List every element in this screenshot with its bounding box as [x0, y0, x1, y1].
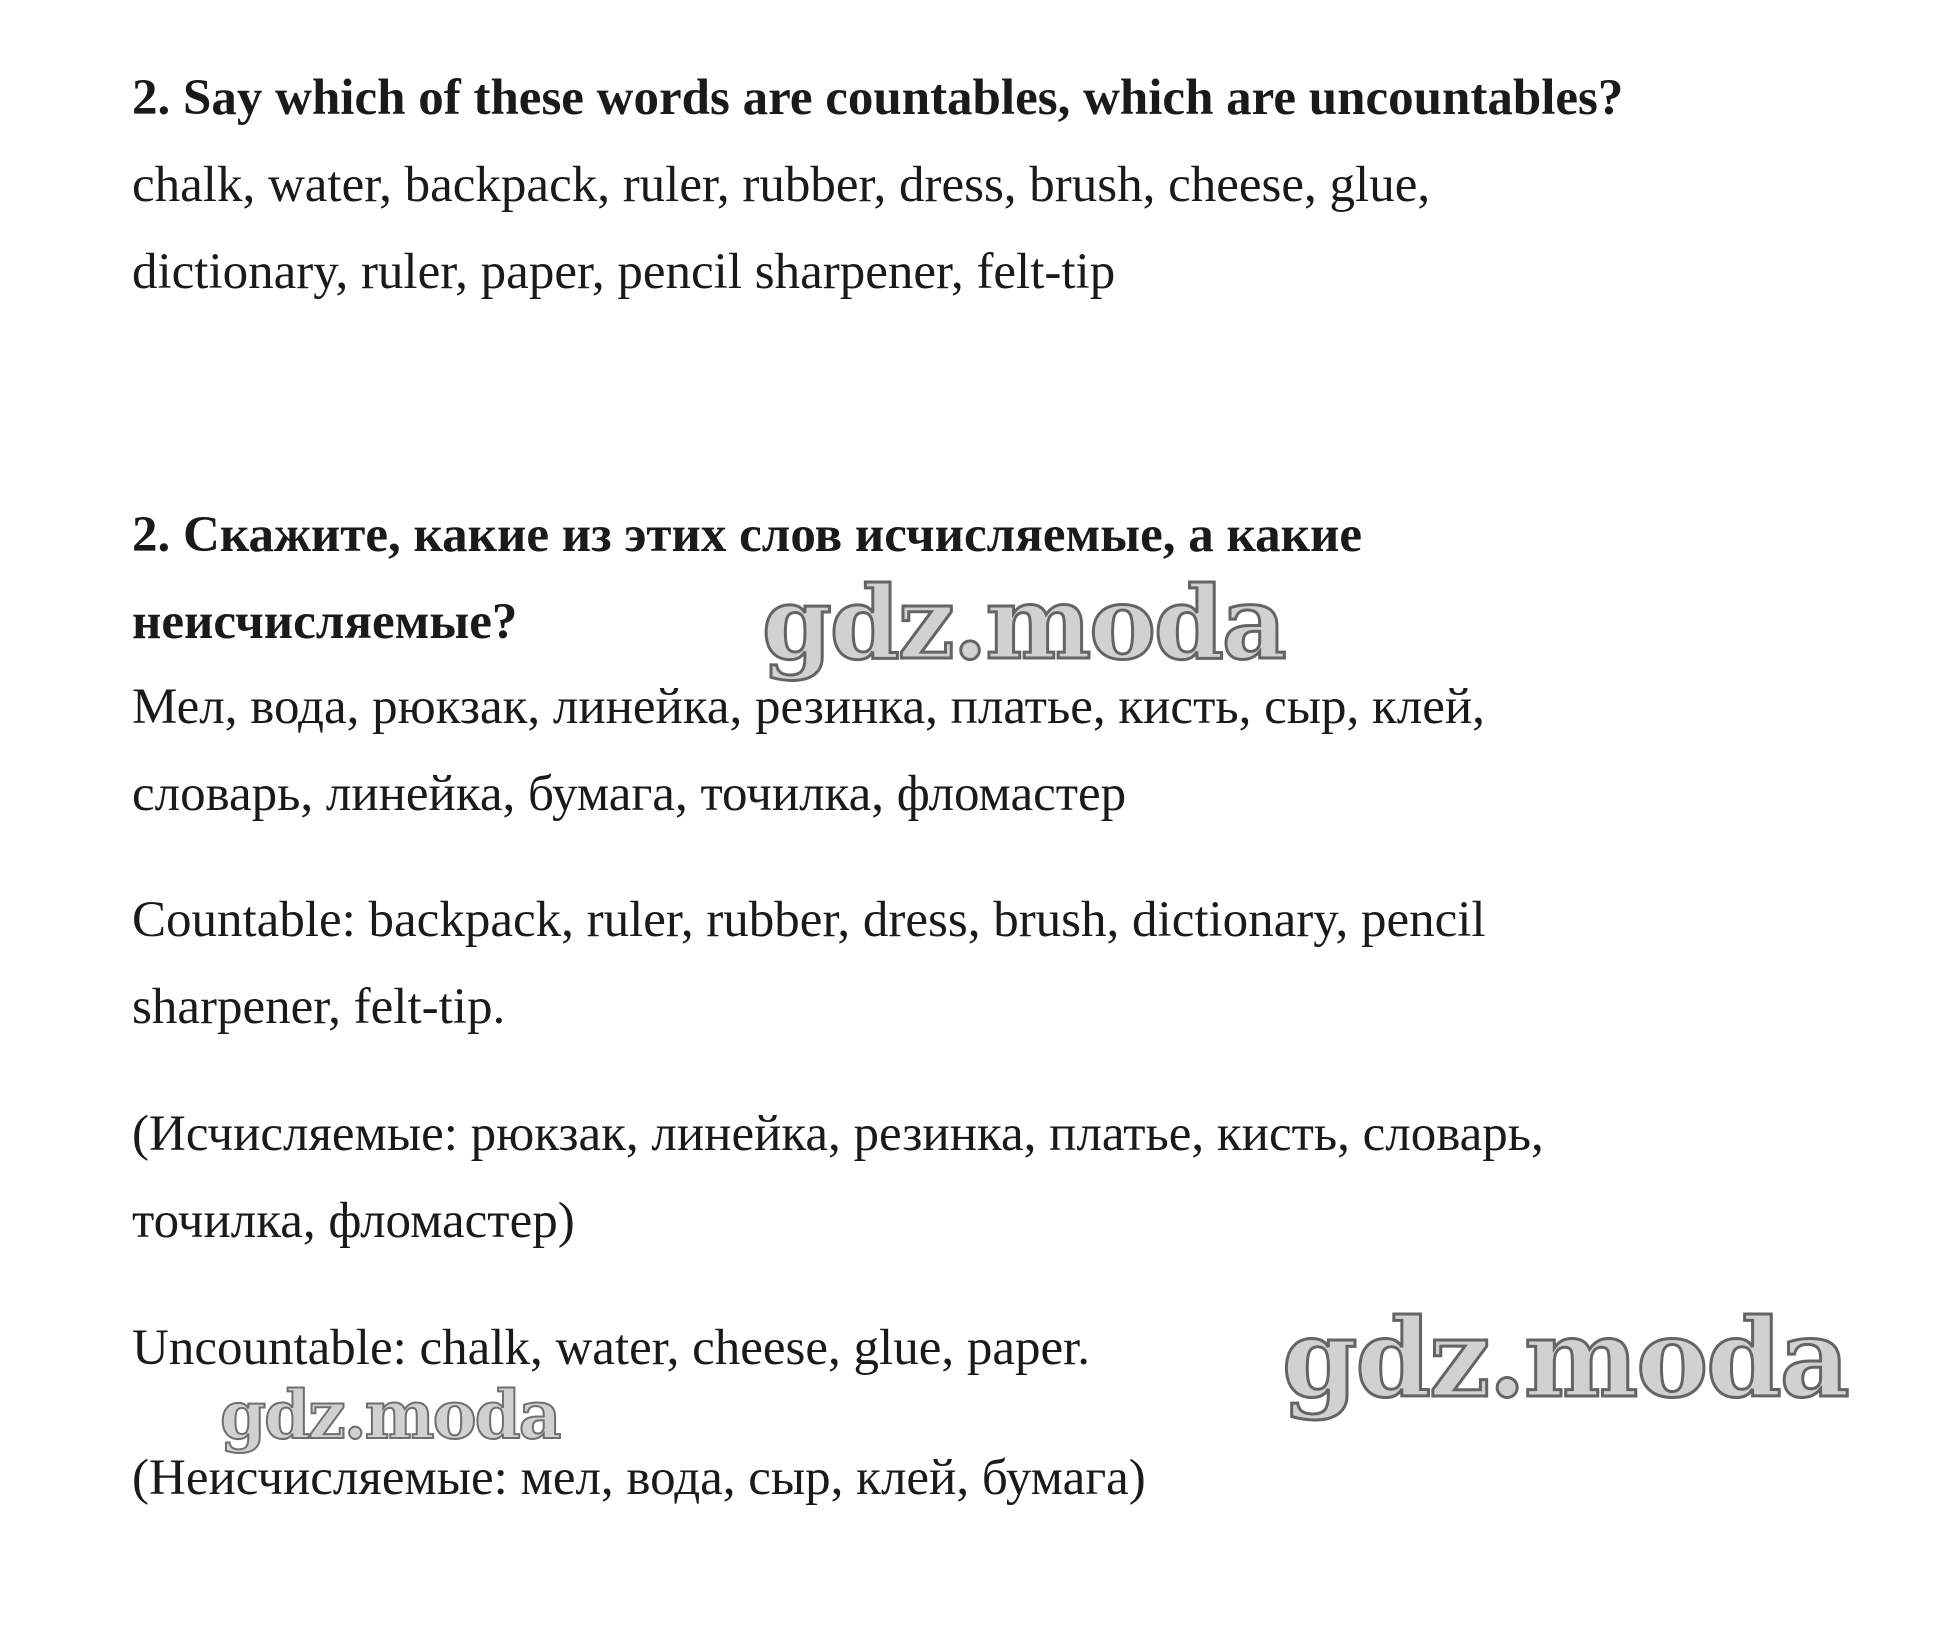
answer-countable-ru-line2: точилка, фломастер) [132, 1193, 575, 1249]
answer-countable-line2: sharpener, felt-tip. [132, 979, 506, 1035]
watermark-logo: gdz.moda [220, 1376, 560, 1454]
answer-countable-ru-line1: (Исчисляемые: рюкзак, линейка, резинка, платье, кисть, словарь, [132, 1106, 1544, 1162]
exercise-heading-en: 2. Say which of these words are countables, which are uncountables? [132, 70, 1624, 126]
watermark-logo: gdz.moda [762, 564, 1285, 682]
exercise-heading-ru-line1: 2. Скажите, какие из этих слов исчисляемые, а какие [132, 507, 1362, 563]
exercise-words-en-line2: dictionary, ruler, paper, pencil sharpener, felt-tip [132, 244, 1116, 300]
exercise-words-en-line1: chalk, water, backpack, ruler, rubber, dress, brush, cheese, glue, [132, 157, 1431, 213]
exercise-words-ru-line2: словарь, линейка, бумага, точилка, фломастер [132, 766, 1127, 822]
answer-uncountable-ru: (Неисчисляемые: мел, вода, сыр, клей, бумага) [132, 1450, 1146, 1506]
exercise-words-ru-line1: Мел, вода, рюкзак, линейка, резинка, платье, кисть, сыр, клей, [132, 679, 1485, 735]
answer-countable-line1: Countable: backpack, ruler, rubber, dress, brush, dictionary, pencil [132, 892, 1486, 948]
watermark-logo: gdz.moda [1282, 1296, 1848, 1422]
exercise-heading-ru-line2: неисчисляемые? [132, 594, 518, 650]
answer-uncountable: Uncountable: chalk, water, cheese, glue, paper. [132, 1320, 1091, 1376]
